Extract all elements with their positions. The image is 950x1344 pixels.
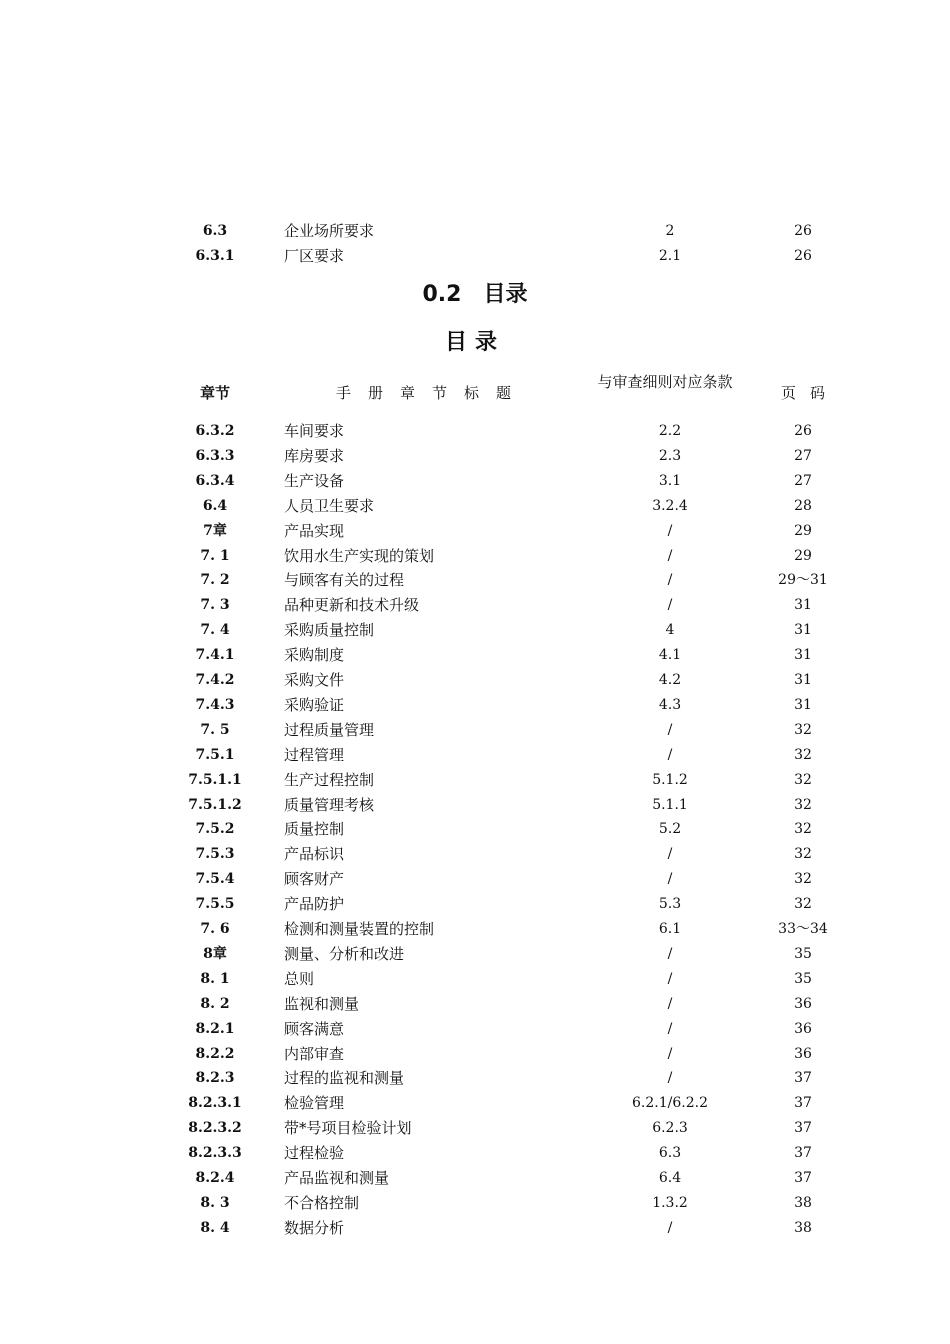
chapter-title: 内部审查 bbox=[284, 1044, 345, 1063]
clause-ref: / bbox=[667, 846, 673, 863]
table-row bbox=[0, 1191, 950, 1215]
page-number: 36 bbox=[794, 995, 812, 1012]
toc-heading: 目录 bbox=[444, 330, 505, 355]
clause-ref: 4.1 bbox=[658, 647, 682, 664]
clause-ref: 5.1.1 bbox=[652, 796, 688, 813]
table-row bbox=[0, 718, 950, 742]
clause-ref: 4 bbox=[665, 622, 675, 639]
table-row bbox=[0, 768, 950, 792]
table-row bbox=[0, 519, 950, 543]
page-number: 37 bbox=[794, 1145, 812, 1162]
table-row bbox=[0, 942, 950, 966]
clause-ref: / bbox=[667, 522, 673, 539]
chapter-title: 产品实现 bbox=[284, 521, 345, 540]
chapter-title: 过程的监视和测量 bbox=[284, 1069, 405, 1088]
chapter-number: 7.5.2 bbox=[195, 821, 235, 838]
chapter-title: 测量、分析和改进 bbox=[284, 944, 405, 963]
clause-ref: / bbox=[667, 1045, 673, 1062]
clause-ref: 1.3.2 bbox=[652, 1194, 688, 1211]
clause-ref: 5.2 bbox=[658, 821, 682, 838]
chapter-number: 8.2.3.2 bbox=[188, 1120, 242, 1137]
chapter-number: 7.5.3 bbox=[195, 846, 235, 863]
chapter-number: 7. 2 bbox=[200, 572, 230, 589]
chapter-title: 检验管理 bbox=[284, 1094, 345, 1113]
table-row bbox=[0, 817, 950, 841]
chapter-number: 6.3.1 bbox=[195, 248, 235, 264]
chapter-number: 7. 4 bbox=[200, 622, 230, 639]
page-number: 36 bbox=[794, 1045, 812, 1062]
table-row bbox=[0, 917, 950, 941]
page-number: 32 bbox=[794, 721, 812, 738]
chapter-title: 过程质量管理 bbox=[284, 720, 375, 739]
chapter-title: 产品标识 bbox=[284, 845, 345, 864]
clause-ref: 4.3 bbox=[658, 696, 682, 713]
page-number: 35 bbox=[794, 970, 812, 987]
chapter-title: 采购质量控制 bbox=[284, 621, 375, 640]
clause-ref: 6.4 bbox=[658, 1170, 682, 1186]
clause-ref: 6.2.1/6.2.2 bbox=[632, 1095, 708, 1112]
chapter-title: 顾客财产 bbox=[284, 870, 345, 889]
table-row bbox=[0, 1091, 950, 1115]
chapter-number: 6.3 bbox=[202, 223, 228, 239]
page-number: 29 bbox=[794, 522, 812, 539]
chapter-title: 过程管理 bbox=[284, 745, 345, 764]
clause-ref: / bbox=[667, 970, 673, 987]
chapter-title: 车间要求 bbox=[284, 422, 345, 440]
table-row bbox=[0, 1116, 950, 1140]
table-row bbox=[0, 469, 950, 493]
page-number: 26 bbox=[794, 423, 812, 439]
page-number: 37 bbox=[794, 1070, 812, 1087]
clause-ref: 2.2 bbox=[658, 423, 682, 439]
table-row bbox=[0, 618, 950, 642]
chapter-title: 总则 bbox=[284, 969, 315, 988]
table-row bbox=[0, 244, 950, 268]
clause-ref: / bbox=[667, 597, 673, 614]
page-number: 27 bbox=[794, 447, 812, 464]
table-row bbox=[0, 1141, 950, 1165]
chapter-title: 监视和测量 bbox=[284, 994, 360, 1013]
clause-ref: 6.1 bbox=[658, 921, 682, 937]
table-row bbox=[0, 793, 950, 817]
table-row bbox=[0, 1166, 950, 1190]
clause-ref: / bbox=[667, 995, 673, 1012]
page-number: 31 bbox=[794, 672, 812, 688]
clause-ref: / bbox=[667, 1219, 673, 1236]
chapter-number: 8. 4 bbox=[200, 1219, 230, 1236]
chapter-number: 6.3.2 bbox=[195, 423, 235, 439]
page-number: 37 bbox=[794, 1170, 812, 1186]
chapter-number: 7.4.2 bbox=[195, 672, 235, 688]
section-heading: 0.2 目录 bbox=[422, 282, 528, 307]
page-number: 36 bbox=[794, 1020, 812, 1037]
page-number: 26 bbox=[794, 248, 812, 264]
chapter-title: 饮用水生产实现的策划 bbox=[284, 546, 435, 565]
page-number: 31 bbox=[794, 696, 812, 713]
table-row bbox=[0, 693, 950, 717]
page-number: 31 bbox=[794, 597, 812, 614]
header-chapter: 章节 bbox=[199, 384, 230, 402]
page-number: 32 bbox=[794, 771, 812, 788]
chapter-number: 8.2.1 bbox=[195, 1020, 235, 1037]
table-row bbox=[0, 867, 950, 891]
chapter-number: 8. 1 bbox=[200, 970, 230, 987]
clause-ref: / bbox=[667, 572, 673, 589]
chapter-number: 8.2.4 bbox=[195, 1170, 235, 1186]
chapter-number: 8.2.2 bbox=[195, 1045, 235, 1062]
clause-ref: / bbox=[667, 547, 673, 564]
chapter-title: 产品防护 bbox=[284, 895, 345, 914]
page-number: 31 bbox=[794, 622, 812, 639]
table-row bbox=[0, 568, 950, 592]
table-row bbox=[0, 892, 950, 916]
clause-ref: / bbox=[667, 871, 673, 888]
table-row bbox=[0, 494, 950, 518]
page-number: 29～31 bbox=[778, 572, 828, 589]
chapter-title: 数据分析 bbox=[284, 1218, 345, 1237]
table-row bbox=[0, 219, 950, 243]
page-number: 32 bbox=[794, 871, 812, 888]
chapter-title: 采购制度 bbox=[284, 646, 345, 665]
chapter-title: 过程检验 bbox=[284, 1144, 345, 1163]
page-number: 31 bbox=[794, 647, 812, 664]
page-number: 28 bbox=[794, 497, 812, 514]
chapter-title: 生产过程控制 bbox=[284, 770, 375, 789]
table-row bbox=[0, 643, 950, 667]
clause-ref: 6.2.3 bbox=[652, 1120, 688, 1137]
table-row bbox=[0, 544, 950, 568]
chapter-title: 厂区要求 bbox=[284, 247, 345, 265]
clause-ref: 6.3 bbox=[658, 1145, 682, 1162]
chapter-number: 7.5.1 bbox=[195, 746, 235, 763]
table-row bbox=[0, 1017, 950, 1041]
chapter-title: 企业场所要求 bbox=[284, 222, 375, 240]
chapter-title: 库房要求 bbox=[284, 446, 345, 465]
chapter-number: 6.4 bbox=[202, 497, 228, 514]
chapter-title: 采购文件 bbox=[284, 671, 345, 689]
chapter-title: 带*号项目检验计划 bbox=[284, 1119, 412, 1138]
table-row bbox=[0, 967, 950, 991]
clause-ref: 3.2.4 bbox=[652, 497, 688, 514]
clause-ref: 4.2 bbox=[658, 672, 682, 688]
table-row bbox=[0, 1216, 950, 1240]
chapter-title: 检测和测量装置的控制 bbox=[284, 920, 435, 938]
page-number: 32 bbox=[794, 846, 812, 863]
chapter-title: 品种更新和技术升级 bbox=[284, 596, 420, 615]
page-number: 26 bbox=[794, 223, 812, 239]
chapter-title: 生产设备 bbox=[284, 471, 345, 490]
chapter-number: 7.4.3 bbox=[195, 696, 235, 713]
chapter-number: 8. 3 bbox=[200, 1194, 230, 1211]
clause-ref: 2 bbox=[665, 223, 675, 239]
chapter-number: 8.2.3.3 bbox=[188, 1145, 242, 1162]
chapter-title: 质量管理考核 bbox=[284, 795, 375, 814]
table-row bbox=[0, 419, 950, 443]
chapter-title: 与顾客有关的过程 bbox=[284, 571, 405, 590]
chapter-number: 7.5.1.2 bbox=[188, 796, 242, 813]
table-row bbox=[0, 668, 950, 692]
chapter-number: 7.5.1.1 bbox=[188, 771, 242, 788]
chapter-number: 8. 2 bbox=[200, 995, 230, 1012]
page-number: 32 bbox=[794, 746, 812, 763]
page-number: 38 bbox=[794, 1194, 812, 1211]
table-row bbox=[0, 444, 950, 468]
chapter-number: 7. 5 bbox=[200, 721, 230, 738]
page-number: 32 bbox=[794, 896, 812, 913]
chapter-number: 7. 3 bbox=[200, 597, 230, 614]
table-row bbox=[0, 743, 950, 767]
clause-ref: 2.1 bbox=[658, 248, 682, 264]
chapter-number: 6.3.3 bbox=[195, 447, 235, 464]
clause-ref: 5.3 bbox=[658, 896, 682, 913]
chapter-title: 人员卫生要求 bbox=[284, 496, 375, 515]
chapter-number: 7. 6 bbox=[200, 921, 230, 937]
header-clause: 与审查细则对应条款 bbox=[597, 373, 733, 391]
table-row bbox=[0, 1066, 950, 1090]
chapter-number: 6.3.4 bbox=[195, 472, 235, 489]
clause-ref: / bbox=[667, 721, 673, 738]
table-row bbox=[0, 1042, 950, 1066]
chapter-number: 7.4.1 bbox=[195, 647, 235, 664]
clause-ref: 2.3 bbox=[658, 447, 682, 464]
chapter-title: 不合格控制 bbox=[284, 1193, 360, 1212]
table-row bbox=[0, 842, 950, 866]
chapter-number: 7. 1 bbox=[200, 547, 230, 564]
page-number: 37 bbox=[794, 1095, 812, 1112]
clause-ref: 5.1.2 bbox=[652, 771, 688, 788]
page-number: 35 bbox=[794, 945, 812, 962]
chapter-number: 8.2.3.1 bbox=[188, 1095, 242, 1112]
chapter-number: 8.2.3 bbox=[195, 1070, 235, 1087]
clause-ref: / bbox=[667, 945, 673, 962]
page-number: 33～34 bbox=[778, 921, 828, 937]
chapter-number: 7章 bbox=[203, 522, 227, 539]
clause-ref: / bbox=[667, 1070, 673, 1087]
chapter-title: 质量控制 bbox=[284, 820, 345, 839]
page-number: 37 bbox=[794, 1120, 812, 1137]
page-number: 32 bbox=[794, 796, 812, 813]
header-title: 手册章节标题 bbox=[336, 384, 529, 402]
page-number: 32 bbox=[794, 821, 812, 838]
page-number: 27 bbox=[794, 472, 812, 489]
chapter-title: 采购验证 bbox=[284, 695, 345, 714]
chapter-title: 产品监视和测量 bbox=[284, 1169, 390, 1187]
table-row bbox=[0, 593, 950, 617]
page-number: 29 bbox=[794, 547, 812, 564]
table-header bbox=[0, 370, 950, 418]
chapter-title: 顾客满意 bbox=[284, 1019, 345, 1038]
chapter-number: 8章 bbox=[203, 945, 227, 962]
table-row bbox=[0, 992, 950, 1016]
clause-ref: / bbox=[667, 746, 673, 763]
chapter-number: 7.5.4 bbox=[195, 871, 235, 888]
header-page: 页码 bbox=[780, 384, 839, 402]
chapter-number: 7.5.5 bbox=[195, 896, 235, 913]
clause-ref: / bbox=[667, 1020, 673, 1037]
page-number: 38 bbox=[794, 1219, 812, 1236]
clause-ref: 3.1 bbox=[658, 472, 682, 489]
